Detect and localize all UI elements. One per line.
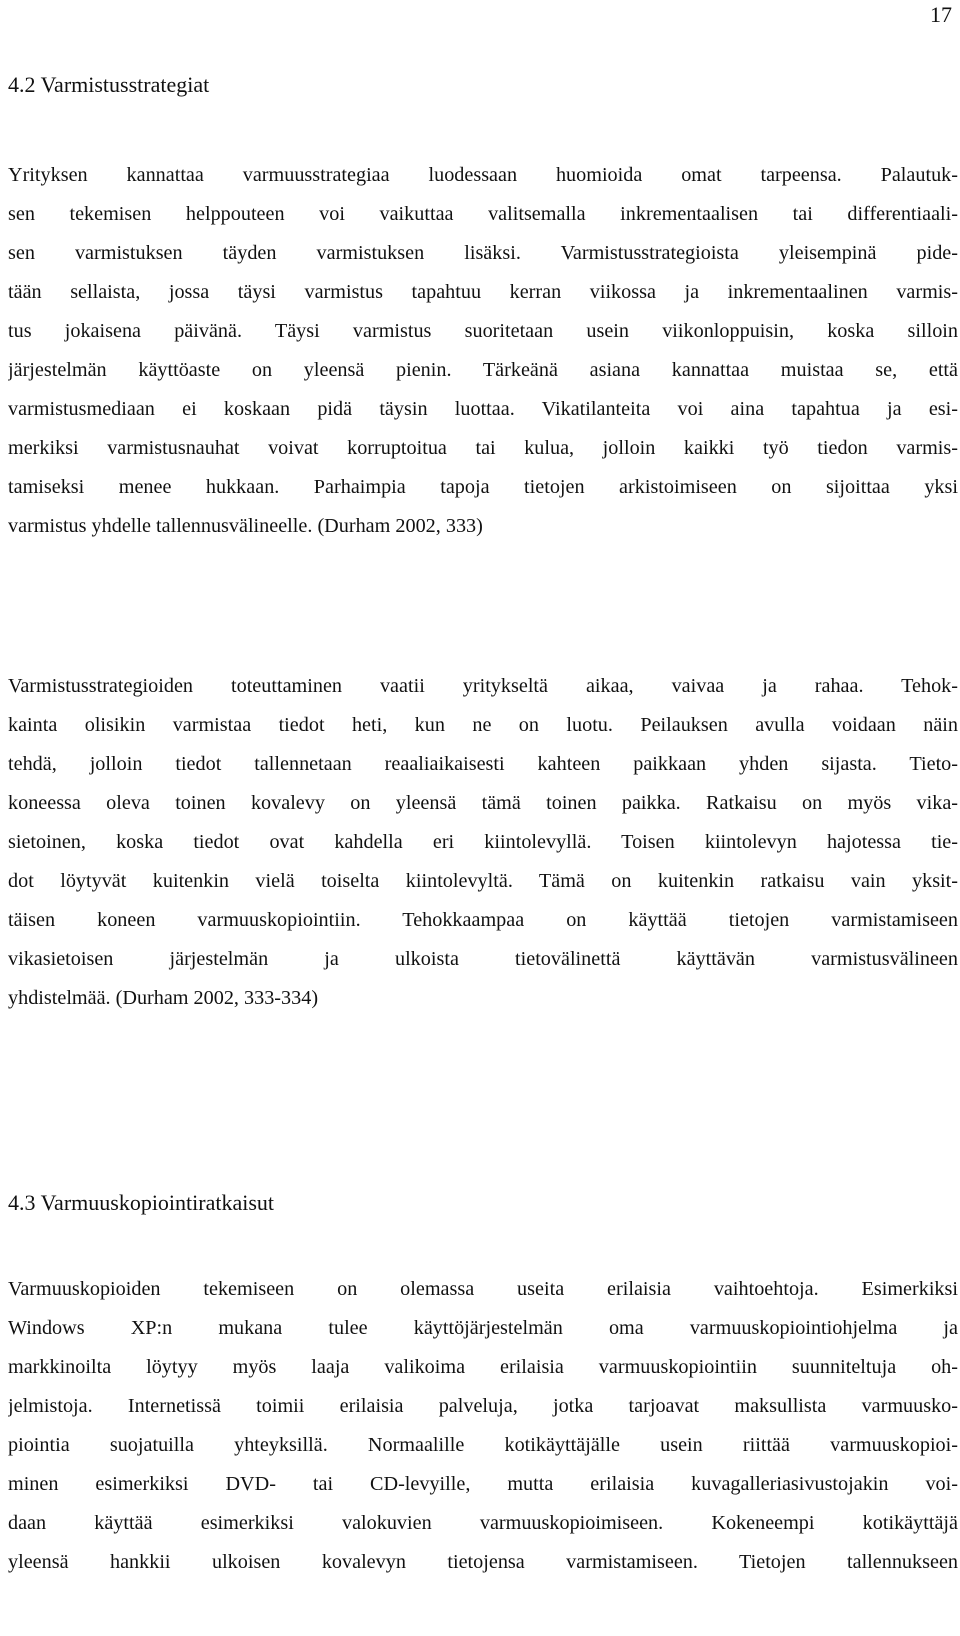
text-line: Varmuuskopioiden tekemiseen on olemassa useita erilaisia vaihtoehtoja. Esimerkiksi (8, 1278, 958, 1300)
text-line: täisen koneen varmuuskopiointiin. Tehokkaampaa on käyttää tietojen varmistamiseen (8, 909, 958, 931)
paragraph-varmistusstrategiat-1 (8, 156, 958, 546)
text-line: dot löytyvät kuitenkin vielä toiselta kiintolevyltä. Tämä on kuitenkin ratkaisu vain yksit- (8, 870, 958, 892)
text-line: piointia suojatuilla yhteyksillä. Normaalille kotikäyttäjälle usein riittää varmuuskopioi- (8, 1434, 958, 1456)
text-line: kainta olisikin varmistaa tiedot heti, kun ne on luotu. Peilauksen avulla voidaan näin (8, 714, 958, 736)
text-line: järjestelmän käyttöaste on yleensä pienin. Tärkeänä asiana kannattaa muistaa se, että (8, 359, 958, 381)
text-line: sen tekemisen helppouteen voi vaikuttaa valitsemalla inkrementaalisen tai differentiaali- (8, 203, 958, 225)
text-line: sen varmistuksen täyden varmistuksen lisäksi. Varmistusstrategioista yleisempinä pide- (8, 242, 958, 264)
text-line: tehdä, jolloin tiedot tallennetaan reaaliaikaisesti kahteen paikkaan yhden sijasta. Tieto- (8, 753, 958, 775)
page-number: 17 (930, 2, 952, 27)
section-heading-4-2: 4.2 Varmistusstrategiat (8, 72, 210, 97)
paragraph-varmuuskopiointiratkaisut-1 (8, 1270, 958, 1582)
text-line: koneessa oleva toinen kovalevy on yleensä tämä toinen paikka. Ratkaisu on myös vika- (8, 792, 958, 814)
text-line: varmistusmediaan ei koskaan pidä täysin luottaa. Vikatilanteita voi aina tapahtua ja esi- (8, 398, 958, 420)
text-line: tamiseksi menee hukkaan. Parhaimpia tapoja tietojen arkistoimiseen on sijoittaa yksi (8, 476, 958, 498)
text-line: sietoinen, koska tiedot ovat kahdella eri kiintolevyllä. Toisen kiintolevyn hajotessa tie- (8, 831, 958, 853)
paragraph-varmistusstrategiat-2 (8, 667, 958, 1018)
text-line: daan käyttää esimerkiksi valokuvien varmuuskopioimiseen. Kokeneempi kotikäyttäjä (8, 1512, 958, 1534)
text-line: jelmistoja. Internetissä toimii erilaisia palveluja, jotka tarjoavat maksullista varmuusko- (8, 1395, 958, 1417)
text-line: tus jokaisena päivänä. Täysi varmistus suoritetaan usein viikonloppuisin, koska silloin (8, 320, 958, 342)
text-line: merkiksi varmistusnauhat voivat korruptoitua tai kulua, jolloin kaikki työ tiedon varmis- (8, 437, 958, 459)
text-line: Varmistusstrategioiden toteuttaminen vaatii yritykseltä aikaa, vaivaa ja rahaa. Tehok- (8, 675, 958, 697)
text-line: minen esimerkiksi DVD- tai CD-levyille, mutta erilaisia kuvagalleriasivustojakin voi- (8, 1473, 958, 1495)
text-line: Yrityksen kannattaa varmuusstrategiaa luodessaan huomioida omat tarpeensa. Palautuk- (8, 164, 958, 186)
text-line: yhdistelmää. (Durham 2002, 333-334) (8, 987, 319, 1009)
text-line: Windows XP:n mukana tulee käyttöjärjestelmän oma varmuuskopiointiohjelma ja (8, 1317, 958, 1339)
text-line: varmistus yhdelle tallennusvälineelle. (Durham 2002, 333) (8, 515, 483, 537)
section-heading-4-3: 4.3 Varmuuskopiointiratkaisut (8, 1190, 275, 1215)
text-line: vikasietoisen järjestelmän ja ulkoista tietovälinettä käyttävän varmistusvälineen (8, 948, 958, 970)
text-line: tään sellaista, jossa täysi varmistus tapahtuu kerran viikossa ja inkrementaalinen varmis- (8, 281, 958, 303)
text-line: yleensä hankkii ulkoisen kovalevyn tietojensa varmistamiseen. Tietojen tallennukseen (8, 1551, 958, 1573)
text-line: markkinoilta löytyy myös laaja valikoima erilaisia varmuuskopiointiin suunniteltuja oh- (8, 1356, 958, 1378)
